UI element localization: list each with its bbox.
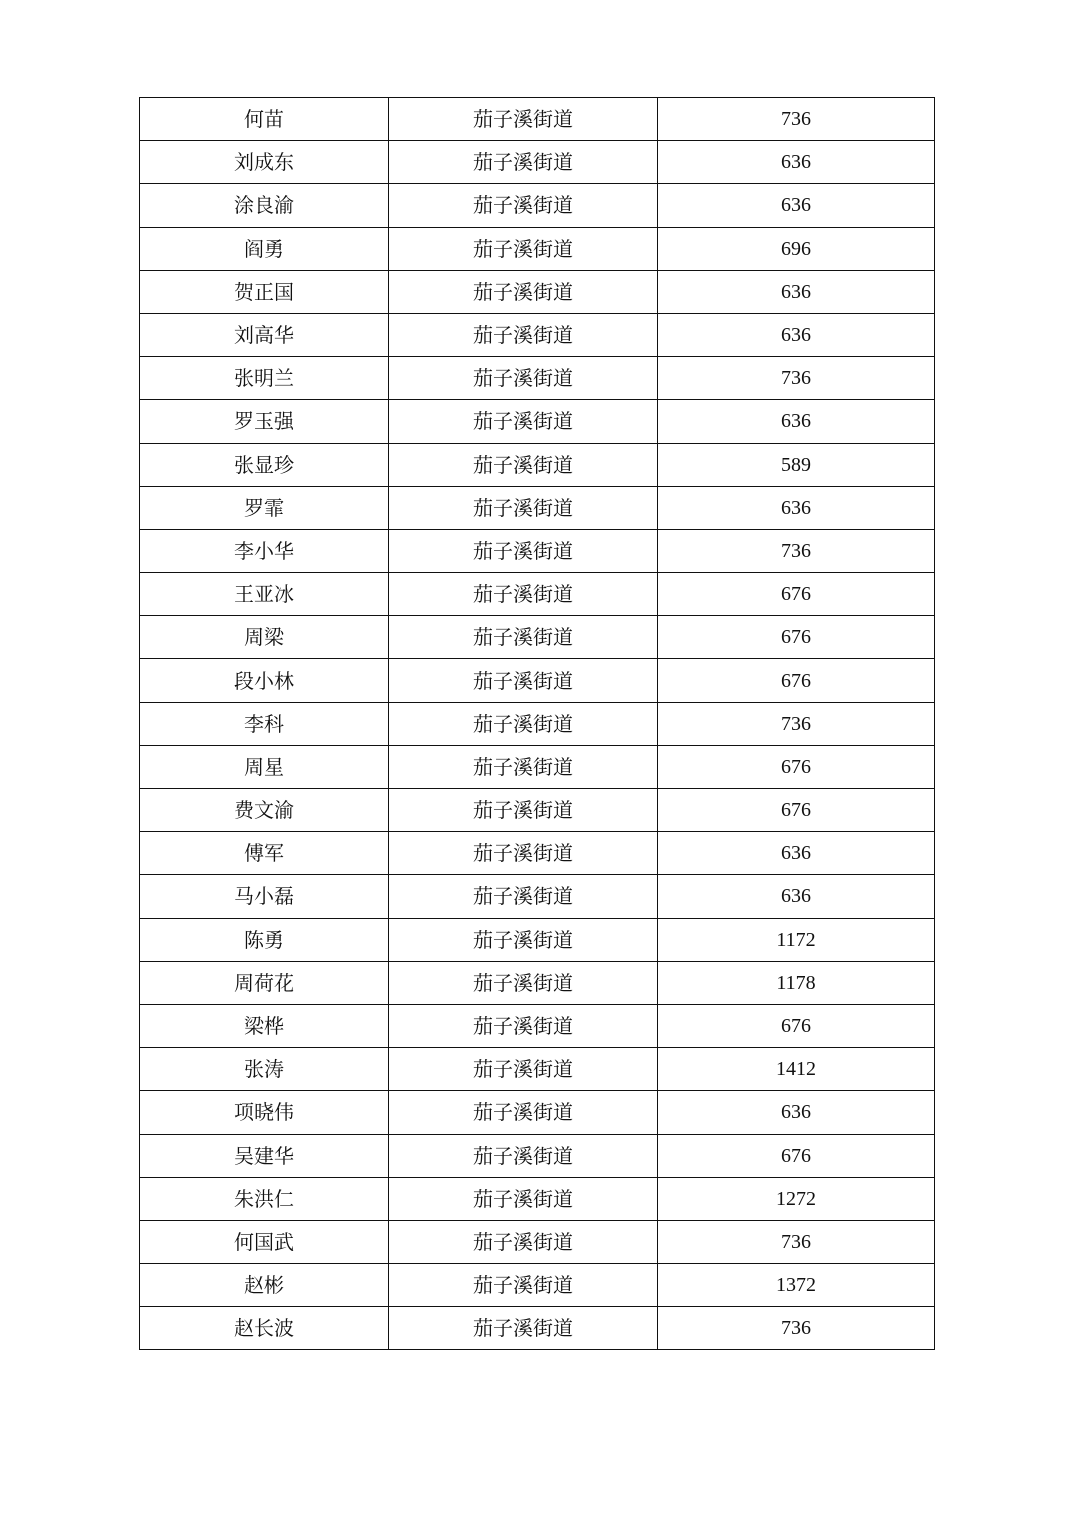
name-cell: 王亚冰: [140, 573, 389, 616]
amount-cell: 1372: [658, 1264, 935, 1307]
table-row: [140, 832, 935, 875]
area-cell: 茄子溪街道: [389, 1220, 658, 1263]
area-cell: 茄子溪街道: [389, 1004, 658, 1047]
area-cell: 茄子溪街道: [389, 443, 658, 486]
table-row: [140, 875, 935, 918]
amount-cell: 676: [658, 789, 935, 832]
name-cell: 傅军: [140, 832, 389, 875]
table-row: [140, 400, 935, 443]
name-cell: 项晓伟: [140, 1091, 389, 1134]
amount-cell: 676: [658, 616, 935, 659]
table-row: [140, 98, 935, 141]
name-cell: 李小华: [140, 529, 389, 572]
name-cell: 阎勇: [140, 227, 389, 270]
area-cell: 茄子溪街道: [389, 745, 658, 788]
area-cell: 茄子溪街道: [389, 1091, 658, 1134]
area-cell: 茄子溪街道: [389, 789, 658, 832]
amount-cell: 736: [658, 98, 935, 141]
area-cell: 茄子溪街道: [389, 270, 658, 313]
table-row: [140, 313, 935, 356]
area-cell: 茄子溪街道: [389, 400, 658, 443]
area-cell: 茄子溪街道: [389, 1134, 658, 1177]
name-cell: 涂良渝: [140, 184, 389, 227]
area-cell: 茄子溪街道: [389, 702, 658, 745]
table-row: [140, 659, 935, 702]
name-cell: 周星: [140, 745, 389, 788]
amount-cell: 736: [658, 1307, 935, 1350]
table-row: [140, 1264, 935, 1307]
amount-cell: 636: [658, 184, 935, 227]
amount-cell: 636: [658, 400, 935, 443]
table-row: [140, 789, 935, 832]
table-row: [140, 1307, 935, 1350]
amount-cell: 736: [658, 702, 935, 745]
area-cell: 茄子溪街道: [389, 357, 658, 400]
area-cell: 茄子溪街道: [389, 98, 658, 141]
amount-cell: 636: [658, 486, 935, 529]
name-cell: 何国武: [140, 1220, 389, 1263]
area-cell: 茄子溪街道: [389, 227, 658, 270]
table-row: [140, 443, 935, 486]
area-cell: 茄子溪街道: [389, 529, 658, 572]
amount-cell: 636: [658, 1091, 935, 1134]
amount-cell: 736: [658, 529, 935, 572]
table-row: [140, 270, 935, 313]
name-cell: 张涛: [140, 1048, 389, 1091]
table-row: [140, 616, 935, 659]
amount-cell: 696: [658, 227, 935, 270]
area-cell: 茄子溪街道: [389, 141, 658, 184]
table-row: [140, 486, 935, 529]
amount-cell: 736: [658, 1220, 935, 1263]
amount-cell: 736: [658, 357, 935, 400]
table-row: [140, 702, 935, 745]
amount-cell: 636: [658, 141, 935, 184]
amount-cell: 1178: [658, 961, 935, 1004]
roster-table-body: [140, 98, 935, 1350]
amount-cell: 589: [658, 443, 935, 486]
amount-cell: 676: [658, 659, 935, 702]
name-cell: 张显珍: [140, 443, 389, 486]
name-cell: 周梁: [140, 616, 389, 659]
area-cell: 茄子溪街道: [389, 961, 658, 1004]
roster-table: [139, 97, 935, 1350]
amount-cell: 1412: [658, 1048, 935, 1091]
area-cell: 茄子溪街道: [389, 573, 658, 616]
amount-cell: 636: [658, 875, 935, 918]
area-cell: 茄子溪街道: [389, 313, 658, 356]
area-cell: 茄子溪街道: [389, 1048, 658, 1091]
table-row: [140, 227, 935, 270]
table-row: [140, 1091, 935, 1134]
name-cell: 赵长波: [140, 1307, 389, 1350]
amount-cell: 676: [658, 573, 935, 616]
area-cell: 茄子溪街道: [389, 184, 658, 227]
name-cell: 周荷花: [140, 961, 389, 1004]
name-cell: 罗霏: [140, 486, 389, 529]
name-cell: 马小磊: [140, 875, 389, 918]
table-row: [140, 141, 935, 184]
area-cell: 茄子溪街道: [389, 486, 658, 529]
name-cell: 刘高华: [140, 313, 389, 356]
area-cell: 茄子溪街道: [389, 832, 658, 875]
amount-cell: 636: [658, 270, 935, 313]
name-cell: 陈勇: [140, 918, 389, 961]
name-cell: 费文渝: [140, 789, 389, 832]
table-row: [140, 1134, 935, 1177]
name-cell: 刘成东: [140, 141, 389, 184]
amount-cell: 1272: [658, 1177, 935, 1220]
table-row: [140, 745, 935, 788]
amount-cell: 676: [658, 1004, 935, 1047]
name-cell: 张明兰: [140, 357, 389, 400]
table-row: [140, 1048, 935, 1091]
area-cell: 茄子溪街道: [389, 616, 658, 659]
table-row: [140, 573, 935, 616]
name-cell: 吴建华: [140, 1134, 389, 1177]
name-cell: 梁桦: [140, 1004, 389, 1047]
name-cell: 李科: [140, 702, 389, 745]
area-cell: 茄子溪街道: [389, 659, 658, 702]
amount-cell: 1172: [658, 918, 935, 961]
name-cell: 朱洪仁: [140, 1177, 389, 1220]
table-row: [140, 1220, 935, 1263]
amount-cell: 676: [658, 1134, 935, 1177]
table-row: [140, 918, 935, 961]
table-row: [140, 1004, 935, 1047]
name-cell: 何苗: [140, 98, 389, 141]
table-row: [140, 961, 935, 1004]
amount-cell: 676: [658, 745, 935, 788]
table-row: [140, 184, 935, 227]
table-row: [140, 1177, 935, 1220]
name-cell: 罗玉强: [140, 400, 389, 443]
amount-cell: 636: [658, 832, 935, 875]
area-cell: 茄子溪街道: [389, 1264, 658, 1307]
area-cell: 茄子溪街道: [389, 918, 658, 961]
name-cell: 贺正国: [140, 270, 389, 313]
area-cell: 茄子溪街道: [389, 875, 658, 918]
name-cell: 赵彬: [140, 1264, 389, 1307]
area-cell: 茄子溪街道: [389, 1177, 658, 1220]
table-row: [140, 357, 935, 400]
area-cell: 茄子溪街道: [389, 1307, 658, 1350]
table-row: [140, 529, 935, 572]
name-cell: 段小林: [140, 659, 389, 702]
amount-cell: 636: [658, 313, 935, 356]
